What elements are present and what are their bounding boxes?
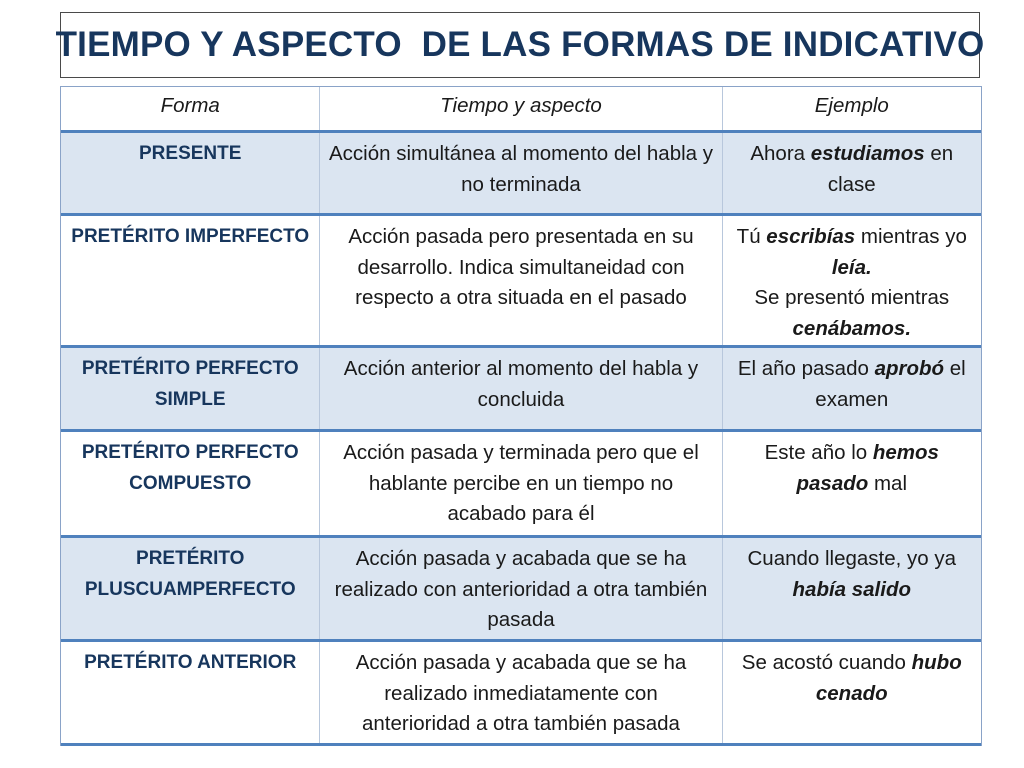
aspecto-cell: Acción simultánea al momento del habla y no terminada (320, 133, 722, 213)
aspecto-cell: Acción pasada y terminada pero que el hablante percibe en un tiempo no acabado para él (320, 432, 722, 535)
example-emphasis: hubo cenado (815, 651, 962, 705)
forma-cell: PRETÉRITO PLUSCUAMPERFECTO (61, 538, 320, 639)
example-emphasis: leía. (831, 255, 872, 279)
example-text: Este año lo (764, 441, 873, 464)
table-row (61, 642, 981, 746)
table-row (61, 133, 981, 216)
example-text: el examen (815, 357, 966, 411)
ejemplo-cell (723, 348, 981, 429)
forma-cell: PRETÉRITO IMPERFECTO (61, 216, 320, 345)
example-text: El año pasado (737, 357, 875, 380)
example-emphasis: hemos pasado (796, 441, 939, 495)
example-emphasis: aprobó (874, 357, 945, 380)
example-emphasis: había salido (792, 577, 911, 601)
table-row (61, 432, 981, 538)
indicative-forms-table (60, 86, 982, 746)
example-text: Cuando llegaste, yo ya (747, 547, 957, 570)
column-header-tiempo-aspecto: Tiempo y aspecto (320, 87, 722, 130)
forma-cell: PRETÉRITO ANTERIOR (61, 642, 320, 743)
ejemplo-cell (723, 538, 981, 639)
example-text: Tú (736, 225, 767, 248)
forma-cell: PRETÉRITO PERFECTO SIMPLE (61, 348, 320, 429)
example-text: mal (868, 471, 908, 495)
aspecto-cell: Acción anterior al momento del habla y concluida (320, 348, 722, 429)
aspecto-cell: Acción pasada y acabada que se ha realizado con anterioridad a otra también pasada (320, 538, 722, 639)
example-emphasis: cenábamos. (792, 316, 912, 340)
table-row (61, 216, 981, 348)
column-header-forma: Forma (61, 87, 320, 130)
example-text: en clase (827, 142, 954, 196)
ejemplo-cell (723, 216, 981, 345)
table-header-row (61, 87, 981, 133)
forma-cell: PRETÉRITO PERFECTO COMPUESTO (61, 432, 320, 535)
ejemplo-cell (723, 642, 981, 743)
example-emphasis: estudiamos (810, 142, 925, 165)
page-title: TIEMPO Y ASPECTO DE LAS FORMAS DE INDICATIVO (55, 25, 985, 64)
table-row (61, 538, 981, 642)
example-text: Se presentó mientras (754, 286, 950, 309)
ejemplo-cell (723, 432, 981, 535)
aspecto-cell: Acción pasada y acabada que se ha realizado inmediatamente con anterioridad a otra también pasada (320, 642, 722, 743)
forma-cell: PRESENTE (61, 133, 320, 213)
example-emphasis: escribías (766, 225, 856, 248)
example-text: Ahora (750, 142, 811, 165)
example-text: Se acostó cuando (741, 651, 912, 674)
table-row (61, 348, 981, 432)
ejemplo-cell (723, 133, 981, 213)
column-header-ejemplo: Ejemplo (814, 94, 889, 118)
example-text: mientras yo (855, 225, 967, 248)
aspecto-cell: Acción pasada pero presentada en su desarrollo. Indica simultaneidad con respecto a otra situada en el pasado (320, 216, 722, 345)
title-box (55, 12, 985, 78)
